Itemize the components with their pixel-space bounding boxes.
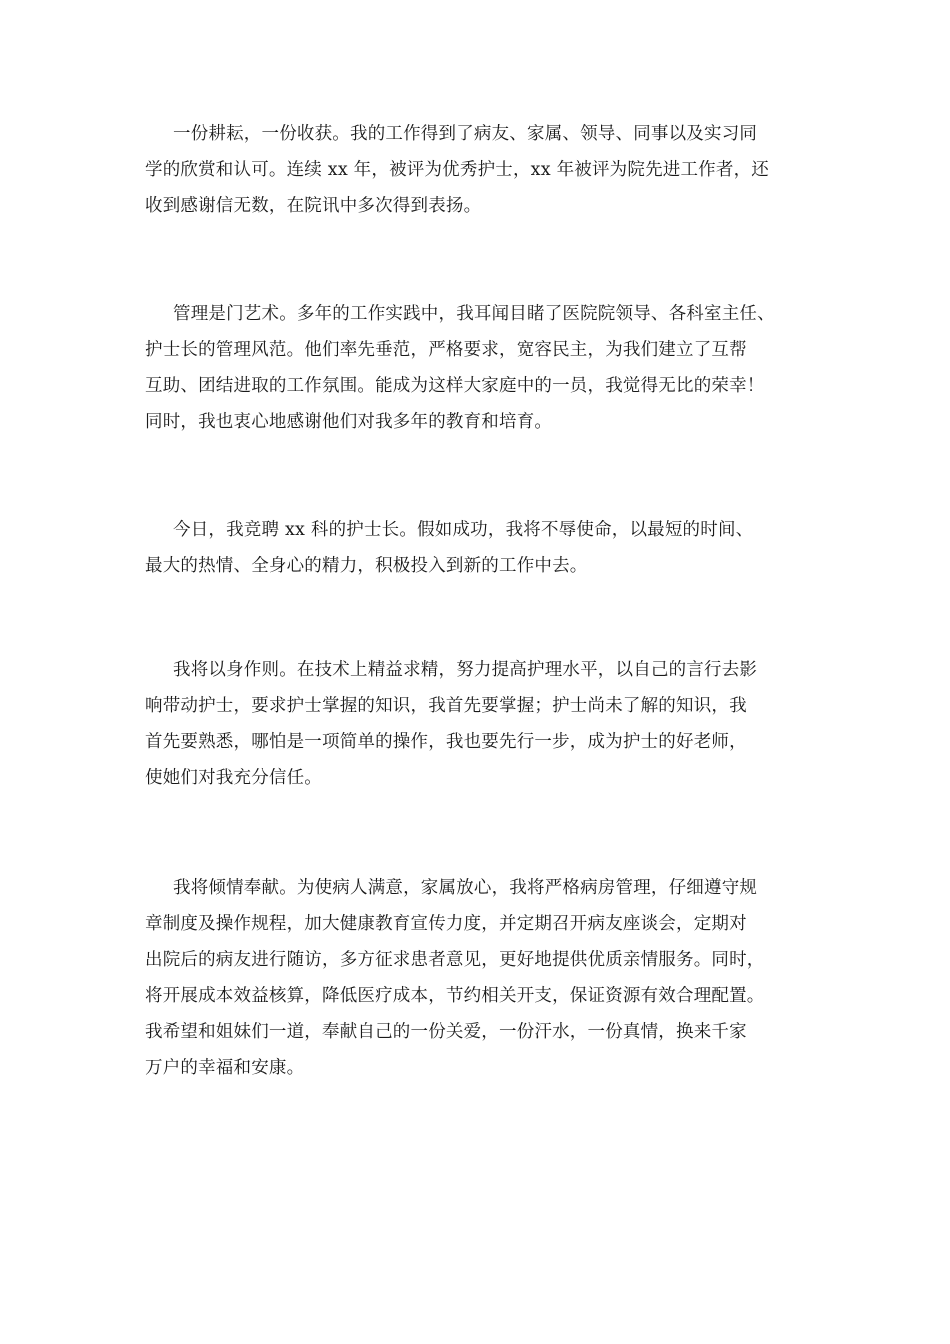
text-line: 出院后的病友进行随访，多方征求患者意见，更好地提供优质亲情服务。同时， — [145, 950, 765, 970]
text-line: 将开展成本效益核算，降低医疗成本，节约相关开支，保证资源有效合理配置。 — [145, 986, 765, 1006]
paragraph-management — [145, 296, 845, 440]
paragraph-lead-by-example — [145, 652, 845, 796]
text-line: 最大的热情、全身心的精力，积极投入到新的工作中去。 — [145, 556, 588, 576]
text-line: 响带动护士，要求护士掌握的知识，我首先要掌握；护士尚未了解的知识，我 — [145, 696, 747, 716]
text-line: 管理是门艺术。多年的工作实践中，我耳闻目睹了医院院领导、各科室主任、 — [173, 304, 775, 324]
paragraph-dedication — [145, 870, 845, 1086]
text-line: 一份耕耘，一份收获。我的工作得到了病友、家属、领导、同事以及实习同 — [173, 124, 758, 144]
text-line: 使她们对我充分信任。 — [145, 768, 322, 788]
text-line: 章制度及操作规程，加大健康教育宣传力度，并定期召开病友座谈会，定期对 — [145, 914, 747, 934]
paragraph-candidacy — [145, 512, 845, 584]
text-line: 我将倾情奉献。为使病人满意，家属放心，我将严格病房管理，仔细遵守规 — [173, 878, 758, 898]
text-line: 收到感谢信无数，在院讯中多次得到表扬。 — [145, 196, 482, 216]
text-line: 我希望和姐妹们一道，奉献自己的一份关爱，一份汗水，一份真情，换来千家 — [145, 1022, 747, 1042]
text-line: 学的欣赏和认可。连续 xx 年，被评为优秀护士，xx 年被评为院先进工作者，还 — [145, 160, 769, 180]
text-line: 万户的幸福和安康。 — [145, 1058, 305, 1078]
text-line: 同时，我也衷心地感谢他们对我多年的教育和培育。 — [145, 412, 553, 432]
text-line: 护士长的管理风范。他们率先垂范，严格要求，宽容民主，为我们建立了互帮 — [145, 340, 747, 360]
text-line: 我将以身作则。在技术上精益求精，努力提高护理水平，以自己的言行去影 — [173, 660, 758, 680]
text-line: 首先要熟悉，哪怕是一项简单的操作，我也要先行一步，成为护士的好老师， — [145, 732, 747, 752]
text-line: 互助、团结进取的工作氛围。能成为这样大家庭中的一员，我觉得无比的荣幸！ — [145, 376, 765, 396]
text-line: 今日，我竞聘 xx 科的护士长。假如成功，我将不辱使命，以最短的时间、 — [173, 520, 754, 540]
paragraph-harvest — [145, 116, 845, 224]
